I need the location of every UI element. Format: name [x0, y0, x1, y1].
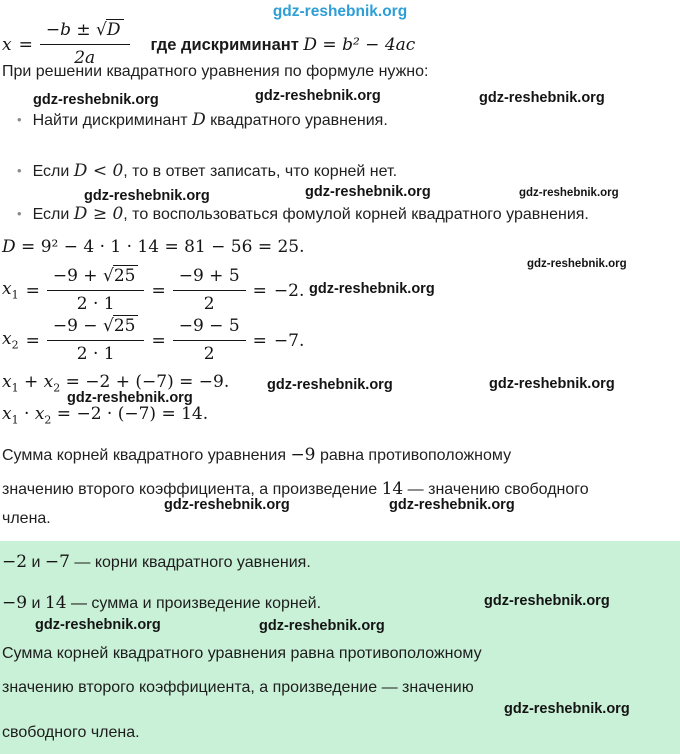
- answer-number: −7: [44, 552, 70, 572]
- formula-denominator: 2a: [74, 48, 96, 68]
- watermark-text: gdz-reshebnik.org: [489, 376, 615, 392]
- product-var-a-sub: 1: [11, 413, 19, 427]
- product-rest: = −2 · (−7) = 14.: [51, 404, 209, 424]
- conclusion-text: значению второго коэффициента, а произведение: [2, 481, 382, 498]
- bullet-icon: •: [17, 163, 22, 178]
- answer-number: −2: [2, 552, 28, 572]
- sqrt-radicand: D: [106, 19, 124, 40]
- x1-fraction-2-numerator: −9 + 5: [173, 266, 246, 291]
- product-var-b: x: [34, 404, 45, 424]
- roots-product-equation: [2, 404, 208, 426]
- watermark-text: gdz-reshebnik.org: [67, 390, 193, 406]
- formula-note-label: где дискриминант: [150, 35, 304, 54]
- answer-text: — корни квадратного уавнения.: [69, 554, 311, 571]
- watermark-text: gdz-reshebnik.org: [35, 617, 161, 633]
- bullet-text-pre: Если: [32, 163, 74, 180]
- bullet-item-negative-discriminant: [17, 160, 397, 183]
- equals-sign: =: [252, 280, 267, 301]
- x2-var: x: [2, 329, 12, 350]
- x1-var-group: [2, 279, 19, 301]
- watermark-text: gdz-reshebnik.org: [255, 88, 381, 104]
- answer-text: и: [27, 554, 45, 571]
- formula-numerator: [40, 20, 130, 45]
- watermark-text: gdz-reshebnik.org: [33, 92, 159, 108]
- answer-number: 14: [44, 593, 67, 613]
- watermark-text: gdz-reshebnik.org: [164, 497, 290, 513]
- discriminant-var: D: [2, 237, 16, 257]
- discriminant-rest: = 9² − 4 · 1 · 14 = 81 − 56 = 25.: [15, 237, 305, 257]
- x2-result: −7.: [273, 330, 305, 351]
- x2-fraction-1-numerator: [47, 316, 145, 341]
- sqrt-sign: √: [102, 316, 114, 336]
- watermark-text: gdz-reshebnik.org: [259, 618, 385, 634]
- bullet-text: [33, 109, 388, 132]
- answer-text: — сумма и произведение корней.: [66, 595, 322, 612]
- x2-subscript: 2: [11, 338, 19, 352]
- conclusion-line-1: [2, 444, 511, 467]
- equals-sign: =: [18, 34, 33, 55]
- answer-roots-line: [2, 551, 311, 574]
- watermark-text: gdz-reshebnik.org: [309, 281, 435, 297]
- product-var-b-sub: 2: [44, 413, 52, 427]
- answer-number: −9: [2, 593, 28, 613]
- answer-paragraph-line-2: значению второго коэффициента, а произведение — значению: [2, 679, 474, 696]
- numerator-text: −9 −: [52, 316, 103, 336]
- watermark-text: gdz-reshebnik.org: [504, 701, 630, 717]
- x1-fraction-1-numerator: [47, 266, 145, 291]
- equals-sign: =: [252, 330, 267, 351]
- x1-fraction-2: [173, 266, 246, 315]
- conclusion-number: 14: [381, 479, 404, 499]
- sqrt-expression: [96, 20, 123, 40]
- bullet-text-tail: , то в ответ записать, что корней нет.: [123, 163, 398, 180]
- conclusion-text: — значению свободного: [403, 481, 589, 498]
- answer-sum-product-line: [2, 592, 321, 615]
- numerator-text: −9 +: [52, 266, 103, 286]
- bullet-math: D < 0: [73, 161, 124, 181]
- answer-text: и: [27, 595, 45, 612]
- bullet-text: [33, 203, 589, 226]
- watermark-text: gdz-reshebnik.org: [519, 187, 619, 199]
- watermark-text: gdz-reshebnik.org: [479, 90, 605, 106]
- x1-var: x: [2, 279, 12, 300]
- sum-var-b: x: [43, 372, 54, 392]
- conclusion-line-3: члена.: [2, 510, 51, 527]
- x2-fraction-2-denominator: 2: [203, 344, 215, 364]
- equals-sign: =: [151, 330, 166, 351]
- x1-fraction-1-denominator: 2 · 1: [76, 294, 115, 314]
- sqrt-sign: √: [96, 20, 107, 40]
- bullet-math: D: [192, 110, 206, 130]
- formula-note-math: D = b² − 4ac: [303, 34, 416, 55]
- x1-equation: [2, 266, 304, 315]
- conclusion-text: Сумма корней квадратного уравнения: [2, 447, 291, 464]
- bullet-text: [33, 160, 397, 183]
- conclusion-text: равна противоположному: [315, 447, 512, 464]
- formula-numerator-text: −b ±: [45, 20, 97, 40]
- x1-result: −2.: [273, 280, 305, 301]
- bullet-item-find-discriminant: [17, 109, 388, 132]
- equals-sign: =: [25, 330, 40, 351]
- sqrt-expression: [103, 316, 138, 336]
- bullet-icon: •: [17, 112, 22, 127]
- watermark-text: gdz-reshebnik.org: [527, 258, 627, 270]
- formula-variable-x: x: [2, 34, 12, 55]
- bullet-text-tail: квадратного уравнения.: [205, 112, 388, 129]
- x1-fraction-1: [47, 266, 145, 315]
- x2-fraction-1-denominator: 2 · 1: [76, 344, 115, 364]
- x2-var-group: [2, 329, 19, 351]
- product-operator: ·: [18, 404, 35, 424]
- x2-fraction-2-numerator: −9 − 5: [173, 316, 246, 341]
- sum-var-b-sub: 2: [53, 381, 61, 395]
- watermark-text: gdz-reshebnik.org: [484, 593, 610, 609]
- bullet-item-nonnegative-discriminant: [17, 203, 589, 226]
- sum-operator: +: [18, 372, 44, 392]
- watermark-text: gdz-reshebnik.org: [267, 377, 393, 393]
- watermark-text: gdz-reshebnik.org: [272, 3, 408, 20]
- sqrt-radicand: 25: [113, 315, 139, 336]
- sqrt-radicand: 25: [113, 265, 139, 286]
- sum-var-a: x: [2, 372, 12, 392]
- x2-equation: [2, 316, 304, 365]
- sum-rest: = −2 + (−7) = −9.: [60, 372, 230, 392]
- watermark-text: gdz-reshebnik.org: [305, 184, 431, 200]
- bullet-icon: •: [17, 206, 22, 221]
- conclusion-number: −9: [290, 445, 316, 465]
- x2-fraction-2: [173, 316, 246, 365]
- product-var-a: x: [2, 404, 12, 424]
- bullet-text-pre: Если: [32, 206, 74, 223]
- sqrt-sign: √: [102, 266, 114, 286]
- x1-subscript: 1: [11, 288, 19, 302]
- bullet-math: D ≥ 0: [73, 204, 124, 224]
- watermark-text: gdz-reshebnik.org: [84, 188, 210, 204]
- sum-var-a-sub: 1: [11, 381, 19, 395]
- bullet-text-tail: , то воспользоваться фомулой корней квадратного уравнения.: [123, 206, 589, 223]
- x1-fraction-2-denominator: 2: [203, 294, 215, 314]
- sqrt-expression: [103, 266, 138, 286]
- equals-sign: =: [151, 280, 166, 301]
- bullet-text-pre: Найти дискриминант: [32, 112, 193, 129]
- answer-paragraph-line-3: свободного члена.: [2, 724, 140, 741]
- x2-fraction-1: [47, 316, 145, 365]
- discriminant-equation: [2, 237, 305, 257]
- formula-note: [151, 35, 416, 55]
- intro-text: При решении квадратного уравнения по формуле нужно:: [2, 63, 429, 80]
- answer-paragraph-line-1: Сумма корней квадратного уравнения равна противоположному: [2, 645, 482, 662]
- equals-sign: =: [25, 280, 40, 301]
- watermark-text: gdz-reshebnik.org: [389, 497, 515, 513]
- answer-box: [0, 541, 680, 754]
